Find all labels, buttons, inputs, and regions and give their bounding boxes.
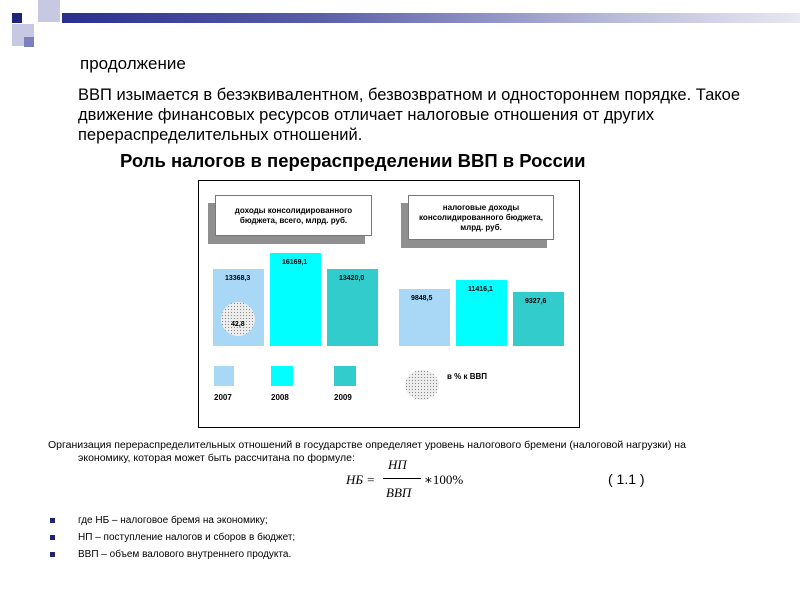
bar-value-label: 13368,3 bbox=[225, 275, 251, 282]
formula-rhs: ∗100% bbox=[424, 472, 464, 487]
formula-lhs: НБ = bbox=[346, 472, 376, 487]
bar-value-label: 9327,6 bbox=[525, 298, 547, 305]
chart-heading: Роль налогов в перераспределении ВВП в России bbox=[120, 150, 586, 171]
group-title-total-revenue bbox=[215, 195, 372, 236]
decor-square-mid bbox=[24, 37, 34, 47]
group-title-tax-revenue bbox=[408, 195, 554, 240]
slide-subtitle: продолжение bbox=[80, 54, 186, 73]
group-title-text: налоговые доходы консолидированного бюджета, млрд. руб. bbox=[419, 202, 543, 232]
legend-pct-gdp-text: в % к ВВП bbox=[447, 372, 488, 381]
equation-number: ( 1.1 ) bbox=[608, 471, 645, 487]
legend-swatch-2008 bbox=[271, 366, 293, 386]
pct-gdp-marker bbox=[221, 302, 255, 336]
formula-intro-line-2: экономику, которая может быть рассчитана по формуле: bbox=[78, 452, 355, 464]
legend-pct-gdp-marker bbox=[405, 370, 439, 400]
bar-value-label: 9848,5 bbox=[411, 295, 433, 302]
legend-swatch-2009 bbox=[334, 366, 356, 386]
formula-numerator: НП bbox=[388, 457, 407, 472]
decor-square-light bbox=[38, 0, 60, 22]
legend-year-2009: 2009 bbox=[334, 393, 352, 402]
chart-area bbox=[198, 180, 580, 428]
fraction-line bbox=[383, 478, 421, 479]
legend-year-2007: 2007 bbox=[214, 393, 232, 402]
definition-item: ВВП – объем валового внутреннего продукта. bbox=[48, 548, 295, 565]
definition-list bbox=[48, 514, 295, 565]
slide-paragraph: ВВП изымается в безэквивалентном, безвозвратном и одностороннем порядке. Такое движение финансовых ресурсов отличает налоговые отношения от других перераспределительных отношений. bbox=[78, 86, 741, 144]
legend-swatch-2007 bbox=[214, 366, 234, 386]
definition-item: где НБ – налоговое бремя на экономику; bbox=[48, 514, 295, 531]
pct-gdp-label: 42,8 bbox=[231, 321, 245, 328]
legend-year-2008: 2008 bbox=[271, 393, 289, 402]
bar-value-label: 13420,0 bbox=[339, 275, 365, 282]
group-title-text: доходы консолидированного бюджета, всего, млрд. руб. bbox=[234, 205, 353, 225]
formula-intro-line-1: Организация перераспределительных отношений в государстве определяет уровень налогового бремени (налоговой нагрузки) на bbox=[48, 439, 686, 451]
bar-value-label: 11416,1 bbox=[468, 286, 493, 293]
formula-denominator: ВВП bbox=[386, 485, 412, 500]
top-gradient-bar bbox=[62, 13, 800, 23]
bar-value-label: 16169,1 bbox=[282, 259, 308, 266]
definition-item: НП – поступление налогов и сборов в бюджет; bbox=[48, 531, 295, 548]
decor-square-dark bbox=[12, 13, 22, 23]
bar-total-2008 bbox=[270, 253, 321, 346]
